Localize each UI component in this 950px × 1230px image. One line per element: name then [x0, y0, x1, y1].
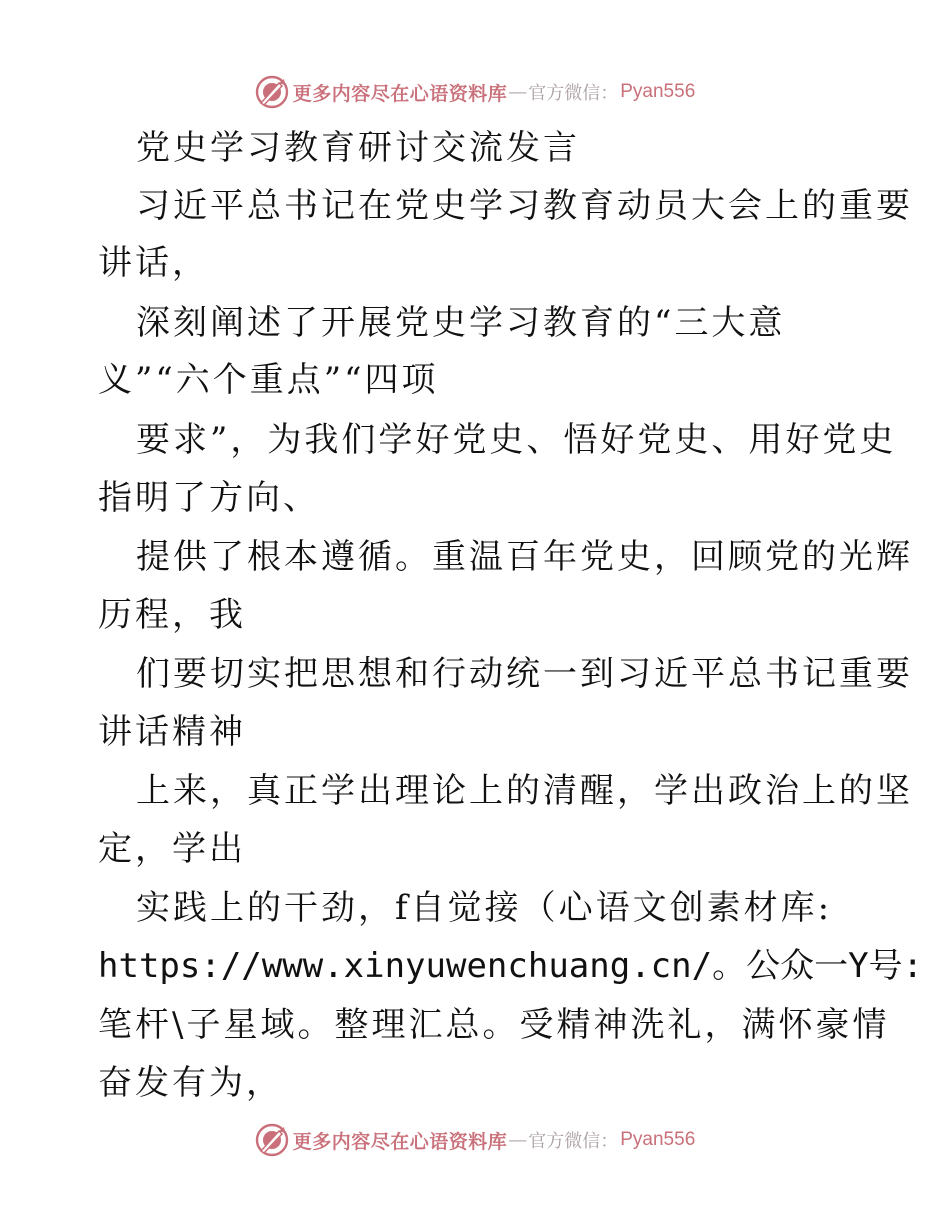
paragraph-line: 要求”，为我们学好党史、悟好党史、用好党史 — [136, 420, 897, 460]
logo-icon — [255, 75, 289, 109]
paragraph-line: 定，学出 — [98, 829, 246, 869]
paragraph-line: 讲话， — [98, 243, 209, 283]
paragraph-line: 奋发有为， — [98, 1063, 283, 1103]
banner-wechat-id: Pyan556 — [620, 1129, 696, 1150]
banner-wechat-id: Pyan556 — [620, 81, 696, 102]
paragraph-line: 上来，真正学出理论上的清醒，学出政治上的坚 — [136, 771, 913, 811]
banner-wechat-label: 官方微信： — [528, 83, 619, 104]
document-title: 党史学习教育研讨交流发言 — [136, 128, 580, 168]
banner-wechat-label: 官方微信： — [528, 1131, 619, 1152]
paragraph-line: 笔杆\子星域。整理汇总。受精神洗礼，满怀豪情 — [98, 1005, 890, 1045]
paragraph-line: 习近平总书记在党史学习教育动员大会上的重要 — [136, 186, 913, 226]
logo-icon — [255, 1123, 289, 1157]
paragraph-line-url: https://www.xinyuwenchuang.cn/。公众一Y号: — [98, 946, 924, 986]
footer-watermark-banner — [0, 1120, 950, 1160]
paragraph-line: 义”“六个重点”“四项 — [98, 360, 439, 400]
paragraph-line: 指明了方向、 — [98, 478, 320, 518]
paragraph-line: 讲话精神 — [98, 712, 246, 752]
paragraph-line: 深刻阐述了开展党史学习教育的“三大意 — [136, 303, 786, 343]
banner-dash: — — [508, 1129, 528, 1151]
paragraph-line: 提供了根本遵循。重温百年党史，回顾党的光辉 — [136, 537, 913, 577]
banner-text: 更多内容尽在心语资料库 — [292, 1130, 508, 1153]
paragraph-line: 们要切实把思想和行动统一到习近平总书记重要 — [136, 654, 913, 694]
header-watermark-banner — [0, 72, 950, 112]
banner-text: 更多内容尽在心语资料库 — [292, 82, 508, 105]
paragraph-line: 历程，我 — [98, 595, 246, 635]
paragraph-line: 实践上的干劲，f自觉接（心语文创素材库: — [136, 888, 833, 928]
banner-dash: — — [508, 81, 528, 103]
